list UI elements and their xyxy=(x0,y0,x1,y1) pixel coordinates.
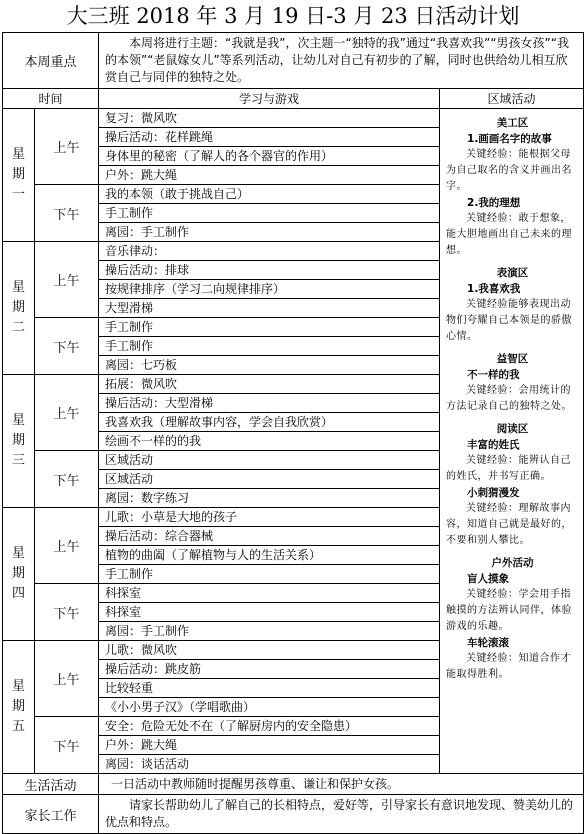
activity-cell: 手工制作 xyxy=(99,318,440,337)
activity-cell: 复习：微风吹 xyxy=(99,109,440,128)
activity-cell: 音乐律动： xyxy=(99,242,440,261)
morning-label: 上午 xyxy=(35,508,99,584)
activity-cell: 安全：危险无处不在（了解厨房内的安全隐患） xyxy=(99,717,440,736)
activity-cell: 区域活动 xyxy=(99,451,440,470)
area-section-title: 户外活动 xyxy=(491,557,534,569)
area-section-title: 表演区 xyxy=(496,267,529,279)
activity-cell: 操后活动：花样跳绳 xyxy=(99,128,440,147)
activity-cell: 我喜欢我（理解故事内容，学会自我欣赏） xyxy=(99,413,440,432)
activity-cell: 操后活动：跳皮筋 xyxy=(99,660,440,679)
activity-cell: 离园：手工制作 xyxy=(99,622,440,641)
activity-cell: 户外：跳大绳 xyxy=(99,736,440,755)
day-label: 星 期 五 xyxy=(3,641,35,774)
area-item-text: 关键经验：理解故事内容，知道自己就是最好的，不要和别人攀比。 xyxy=(446,503,573,546)
day-label: 星 期 四 xyxy=(3,508,35,641)
area-item-title: 1.画画名字的故事 xyxy=(467,133,552,145)
area-item-text: 关键经验：学会用手指触摸的方法辨认同伴，体验游戏的乐趣。 xyxy=(446,589,573,632)
focus-text: 本周将进行主题：“我就是我”，次主题一“独特的我”通过“我喜欢我”“男孩女孩”“我的本领”“老鼠嫁女儿”等系列活动，让幼儿对自己有初步的了解，同时也供给幼儿相互欣赏自己与同伴的独特之处。 xyxy=(99,33,584,89)
activity-cell: 区域活动 xyxy=(99,470,440,489)
activity-cell: 我的本领（敢于挑战自己） xyxy=(99,185,440,204)
activity-cell: 拓展：微风吹 xyxy=(99,375,440,394)
activity-cell: 儿歌：微风吹 xyxy=(99,641,440,660)
time-header: 时间 xyxy=(3,89,99,109)
day-label: 星 期 二 xyxy=(3,242,35,375)
area-item-title: 1.我喜欢我 xyxy=(467,283,521,295)
area-item-title: 小刺猬漫发 xyxy=(467,487,520,499)
morning-label: 上午 xyxy=(35,109,99,185)
area-item-text: 关键经验能够表现出动物们夸耀自己本领是的骄傲心情。 xyxy=(446,299,573,342)
activity-cell: 手工制作 xyxy=(99,337,440,356)
life-label: 生活活动 xyxy=(3,774,99,795)
activity-cell: 《小小男子汉》（学唱歌曲） xyxy=(99,698,440,717)
page-title: 大三班 2018 年 3 月 19 日-3 月 23 日活动计划 xyxy=(66,4,520,28)
morning-label: 上午 xyxy=(35,641,99,717)
area-item-text: 关键经验：敢于想象，能大胆地画出自己未来的理想。 xyxy=(446,213,573,256)
activity-cell: 比较轻重 xyxy=(99,679,440,698)
area-section-title: 益智区 xyxy=(496,353,529,365)
activity-cell: 大型滑梯 xyxy=(99,299,440,318)
area-section-title: 美工区 xyxy=(496,117,529,129)
afternoon-label: 下午 xyxy=(35,584,99,641)
life-row xyxy=(3,774,584,795)
activity-cell: 手工制作 xyxy=(99,565,440,584)
life-text: 一日活动中教师随时提醒男孩尊重、谦让和保护女孩。 xyxy=(99,774,584,795)
activity-cell: 绘画不一样的的我 xyxy=(99,432,440,451)
activity-plan-table xyxy=(2,32,584,834)
area-item-text: 关键经验：知道合作才能取得胜利。 xyxy=(446,653,572,680)
activity-cell: 操后活动：大型滑梯 xyxy=(99,394,440,413)
parent-row xyxy=(3,795,584,834)
afternoon-label: 下午 xyxy=(35,185,99,242)
activity-cell: 按规律排序（学习二向规律排序） xyxy=(99,280,440,299)
area-item-title: 盲人摸象 xyxy=(467,573,510,585)
area-item-title: 丰富的姓氏 xyxy=(467,439,520,451)
activity-cell: 离园：手工制作 xyxy=(99,223,440,242)
activity-cell: 离园：数字练习 xyxy=(99,489,440,508)
activity-cell: 操后活动：综合器械 xyxy=(99,527,440,546)
day-label: 星 期 一 xyxy=(3,109,35,242)
afternoon-label: 下午 xyxy=(35,717,99,774)
header-row xyxy=(3,89,584,109)
activity-cell: 身体里的秘密（了解人的各个器官的作用） xyxy=(99,147,440,166)
activity-cell: 科探室 xyxy=(99,584,440,603)
activity-cell: 手工制作 xyxy=(99,204,440,223)
area-item-text: 关键经验：能辨认自己的姓氏，并书写正确。 xyxy=(446,455,572,482)
parent-label: 家长工作 xyxy=(3,795,99,834)
activity-cell: 儿歌：小草是大地的孩子 xyxy=(99,508,440,527)
area-item-text: 关键经验：会用统计的方法记录自己的独特之处。 xyxy=(446,385,573,412)
activity-cell: 户外：跳大绳 xyxy=(99,166,440,185)
area-section-title: 阅读区 xyxy=(496,423,529,435)
afternoon-label: 下午 xyxy=(35,318,99,375)
area-item-title: 2.我的理想 xyxy=(467,197,521,209)
area-item-text: 关键经验：能根据父母为自己取名的含义并画出名字。 xyxy=(446,149,573,192)
learning-header: 学习与游戏 xyxy=(99,89,440,109)
day-label: 星 期 三 xyxy=(3,375,35,508)
afternoon-label: 下午 xyxy=(35,451,99,508)
area-item-title: 不一样的我 xyxy=(467,369,520,381)
area-item-title: 车轮滚滚 xyxy=(467,637,510,649)
schedule-row xyxy=(3,109,584,128)
activity-cell: 科探室 xyxy=(99,603,440,622)
parent-text: 请家长帮助幼儿了解自己的长相特点，爱好等，引导家长有意识地发现、赞美幼儿的优点和特点。 xyxy=(99,795,584,834)
activity-cell: 操后活动：排球 xyxy=(99,261,440,280)
activity-cell: 植物的曲阖（了解植物与人的生活关系） xyxy=(99,546,440,565)
focus-row xyxy=(3,33,584,89)
area-activities-cell xyxy=(440,109,584,774)
activity-cell: 离园：七巧板 xyxy=(99,356,440,375)
area-header: 区域活动 xyxy=(440,89,584,109)
morning-label: 上午 xyxy=(35,375,99,451)
activity-cell: 离园：谈话活动 xyxy=(99,755,440,774)
morning-label: 上午 xyxy=(35,242,99,318)
focus-label: 本周重点 xyxy=(3,33,99,89)
